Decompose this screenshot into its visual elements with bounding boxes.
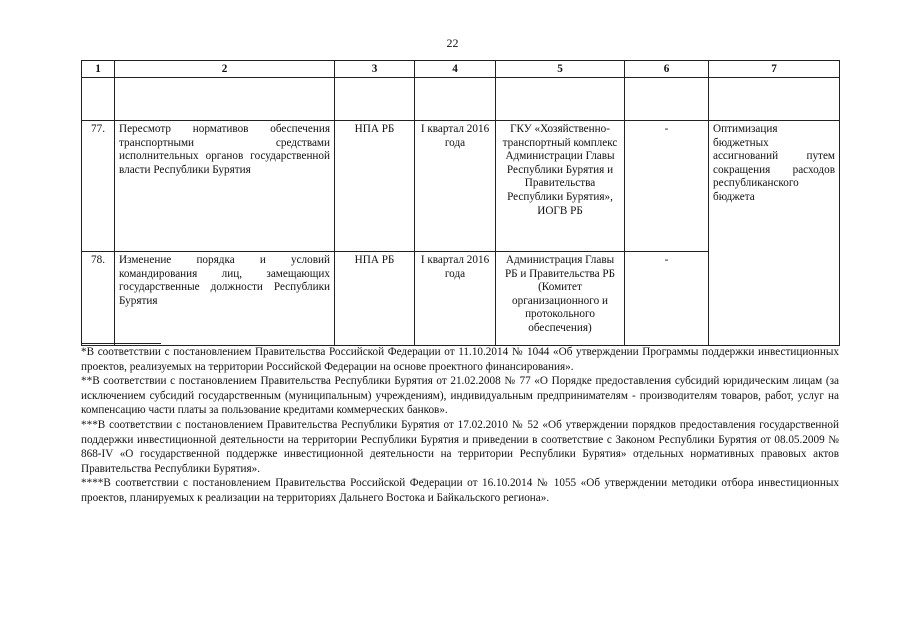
doc-type-cell: НПА РБ xyxy=(335,121,415,252)
footnote: *В соответствии с постановлением Правительства Российской Федерации от 11.10.2014 № 1044 «Об утверждении Программы поддержки инвестиционных проектов, реализуемых на территории Российской Федерации на основе проектного финансирования». xyxy=(81,346,839,373)
row-number: 78. xyxy=(82,252,115,346)
footnote: **В соответствии с постановлением Правительства Республики Бурятия от 21.02.2008 № 77 «О Порядке предоставления субсидий юридическим лицам (за исключением субсидий государственным (муниципальным) учреждениям), индивидуальным предпринимателям - производителям товаров, работ, услуг на компенсацию части платы за пользование кредитами коммерческих банков». xyxy=(81,375,839,417)
term-cell: I квартал 2016 года xyxy=(415,252,496,346)
footnote-divider xyxy=(81,343,161,344)
column-header: 1 xyxy=(82,61,115,78)
column-header: 7 xyxy=(709,61,840,78)
footnote: ****В соответствии с постановлением Правительства Российской Федерации от 16.10.2014 № 1055 «Об утверждении методики отбора инвестиционных проектов, планируемых к реализации на территориях Дальнего Востока и Байкальского региона». xyxy=(81,477,839,504)
funding-cell: - xyxy=(625,121,709,252)
footnote: ***В соответствии с постановлением Правительства Республики Бурятия от 17.02.2010 № 52 «Об утверждении порядков предоставления государственной поддержки инвестиционной деятельности на территории Республики Бурятия и приведении в соответствие с Законом Республики Бурятия от 08.05.2009 № 868-IV «О государственной поддержке инвестиционной деятельности на территории Республики Бурятия» отдельных нормативных правовых актов Правительства Республики Бурятия». xyxy=(81,418,839,475)
measure-cell: Изменение порядка и условий командирования лиц, замещающих государственные должности Республики Бурятия xyxy=(115,252,335,346)
executor-cell: ГКУ «Хозяйственно-транспортный комплекс Администрации Главы Республики Бурятия и Правительства Республики Бурятия», ИОГВ РБ xyxy=(496,121,625,252)
row-number: 77. xyxy=(82,121,115,252)
footnotes xyxy=(81,345,839,506)
page-number: 22 xyxy=(446,36,459,50)
header-row xyxy=(82,61,840,78)
executor-cell: Администрация Главы РБ и Правительства РБ (Комитет организационного и протокольного обеспечения) xyxy=(496,252,625,346)
column-header: 2 xyxy=(115,61,335,78)
result-cell: Оптимизация бюджетных ассигнований путем сокращения расходов республиканского бюджета xyxy=(709,121,840,346)
column-header: 6 xyxy=(625,61,709,78)
table-row xyxy=(82,121,840,252)
funding-cell: - xyxy=(625,252,709,346)
column-header: 5 xyxy=(496,61,625,78)
column-header: 4 xyxy=(415,61,496,78)
term-cell: I квартал 2016 года xyxy=(415,121,496,252)
empty-row xyxy=(82,78,840,121)
doc-type-cell: НПА РБ xyxy=(335,252,415,346)
measure-cell: Пересмотр нормативов обеспечения транспортными средствами исполнительных органов государственной власти Республики Бурятия xyxy=(115,121,335,252)
column-header: 3 xyxy=(335,61,415,78)
measures-table xyxy=(81,60,840,346)
